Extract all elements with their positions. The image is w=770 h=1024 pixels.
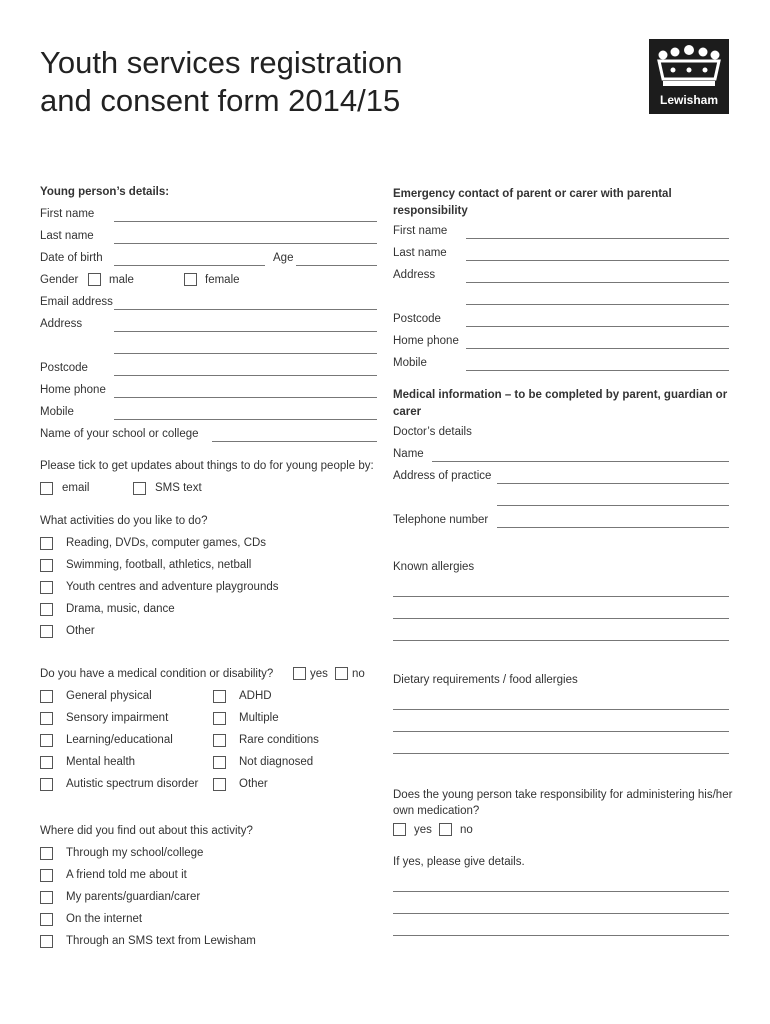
dietary-field-3[interactable] [393,753,729,754]
responsibility-yes-checkbox[interactable] [393,823,406,836]
emergency-first-name-label: First name [393,225,448,237]
dietary-label: Dietary requirements / food allergies [393,674,578,686]
female-label: female [205,274,240,286]
school-field[interactable] [212,441,377,442]
last-name-label: Last name [40,230,94,242]
condition-label: ADHD [239,690,272,702]
condition-label: Mental health [66,756,136,768]
responsibility-no-label: no [460,824,473,836]
medical-yes-checkbox[interactable] [293,667,306,680]
updates-prompt: Please tick to get updates about things to do for young people by: [40,460,374,472]
medical-prompt: Do you have a medical condition or disability? [40,668,274,680]
allergies-field-3[interactable] [393,640,729,641]
findout-label: My parents/guardian/carer [66,891,201,903]
last-name-field[interactable] [114,243,377,244]
checkbox[interactable] [40,778,53,791]
checkbox[interactable] [40,847,53,860]
condition-label: Learning/educational [66,734,173,746]
updates-email-label: email [62,482,90,494]
medical-info-heading: Medical information – to be completed by parent, guardian or carer [393,389,728,418]
young-person-heading: Young person’s details: [40,186,170,198]
checkbox[interactable] [40,712,53,725]
findout-label: A friend told me about it [66,869,187,881]
allergies-field-2[interactable] [393,618,729,619]
checkbox[interactable] [213,756,226,769]
dob-label: Date of birth [40,252,103,264]
dietary-field-1[interactable] [393,709,729,710]
lewisham-logo [649,39,729,114]
condition-label: General physical [66,690,152,702]
doctor-name-label: Name [393,448,424,460]
practice-address-field-2[interactable] [497,505,729,506]
allergies-label: Known allergies [393,561,475,573]
activity-label: Drama, music, dance [66,603,175,615]
activity-label: Swimming, football, athletics, netball [66,559,252,571]
checkbox[interactable] [213,690,226,703]
checkbox[interactable] [40,756,53,769]
emergency-mobile-field[interactable] [466,370,729,371]
responsibility-no-checkbox[interactable] [439,823,452,836]
condition-label: Rare conditions [239,734,319,746]
medical-yes-label: yes [310,668,328,680]
findout-label: Through my school/college [66,847,204,859]
activity-label: Other [66,625,95,637]
mobile-label: Mobile [40,406,74,418]
activities-prompt: What activities do you like to do? [40,515,208,527]
checkbox[interactable] [40,690,53,703]
emergency-last-name-field[interactable] [466,260,729,261]
gender-label: Gender [40,274,79,286]
home-phone-field[interactable] [114,397,377,398]
if-yes-field-3[interactable] [393,935,729,936]
medication-responsibility-question: Does the young person take responsibility for administering his/her own medication? [393,789,733,817]
findout-label: Through an SMS text from Lewisham [66,935,256,947]
checkbox[interactable] [40,913,53,926]
checkbox[interactable] [40,537,53,550]
checkbox[interactable] [40,935,53,948]
telephone-label: Telephone number [393,514,489,526]
emergency-last-name-label: Last name [393,247,447,259]
page-title [40,44,402,120]
school-label: Name of your school or college [40,428,199,440]
updates-sms-label: SMS text [155,482,202,494]
first-name-label: First name [40,208,95,220]
checkbox[interactable] [40,625,53,638]
doctors-details-label: Doctor’s details [393,426,472,438]
crown-icon [649,43,729,93]
male-label: male [109,274,134,286]
findout-label: On the internet [66,913,143,925]
allergies-field-1[interactable] [393,596,729,597]
medical-no-label: no [352,668,365,680]
checkbox[interactable] [40,869,53,882]
activity-label: Youth centres and adventure playgrounds [66,581,279,593]
emergency-home-phone-field[interactable] [466,348,729,349]
emergency-postcode-field[interactable] [466,326,729,327]
checkbox[interactable] [213,712,226,725]
title-line-2: and consent form 2014/15 [40,83,401,118]
emergency-first-name-field[interactable] [466,238,729,239]
medical-no-checkbox[interactable] [335,667,348,680]
address-field-1[interactable] [114,331,377,332]
responsibility-yes-label: yes [414,824,432,836]
condition-label: Multiple [239,712,279,724]
age-label: Age [273,252,294,264]
condition-label: Sensory impairment [66,712,169,724]
updates-email-checkbox[interactable] [40,482,53,495]
findout-prompt: Where did you find out about this activity? [40,825,253,837]
checkbox[interactable] [40,734,53,747]
checkbox[interactable] [213,734,226,747]
if-yes-field-1[interactable] [393,891,729,892]
emergency-postcode-label: Postcode [393,313,441,325]
emergency-address-field-1[interactable] [466,282,729,283]
condition-label: Other [239,778,268,790]
emergency-address-field-2[interactable] [466,304,729,305]
title-line-1: Youth services registration [40,45,403,80]
checkbox[interactable] [40,603,53,616]
dietary-field-2[interactable] [393,731,729,732]
email-label: Email address [40,296,113,308]
doctor-name-field[interactable] [432,461,729,462]
age-field[interactable] [296,265,377,266]
logo-text: Lewisham [659,93,719,107]
practice-address-label: Address of practice [393,470,492,482]
checkbox[interactable] [213,778,226,791]
dob-field[interactable] [114,265,265,266]
telephone-field[interactable] [497,527,729,528]
activity-label: Reading, DVDs, computer games, CDs [66,537,267,549]
postcode-field[interactable] [114,375,377,376]
if-yes-label: If yes, please give details. [393,856,525,868]
emergency-home-phone-label: Home phone [393,335,459,347]
practice-address-field-1[interactable] [497,483,729,484]
home-phone-label: Home phone [40,384,106,396]
emergency-address-label: Address [393,269,436,281]
emergency-heading: Emergency contact of parent or carer with parental responsibility [393,188,672,217]
condition-label: Not diagnosed [239,756,314,768]
condition-label: Autistic spectrum disorder [66,778,199,790]
address-label: Address [40,318,83,330]
postcode-label: Postcode [40,362,88,374]
updates-sms-checkbox[interactable] [133,482,146,495]
checkbox[interactable] [40,559,53,572]
female-checkbox[interactable] [184,273,197,286]
male-checkbox[interactable] [88,273,101,286]
if-yes-field-2[interactable] [393,913,729,914]
first-name-field[interactable] [114,221,377,222]
checkbox[interactable] [40,581,53,594]
address-field-2[interactable] [114,353,377,354]
email-field[interactable] [114,309,377,310]
checkbox[interactable] [40,891,53,904]
emergency-mobile-label: Mobile [393,357,427,369]
mobile-field[interactable] [114,419,377,420]
